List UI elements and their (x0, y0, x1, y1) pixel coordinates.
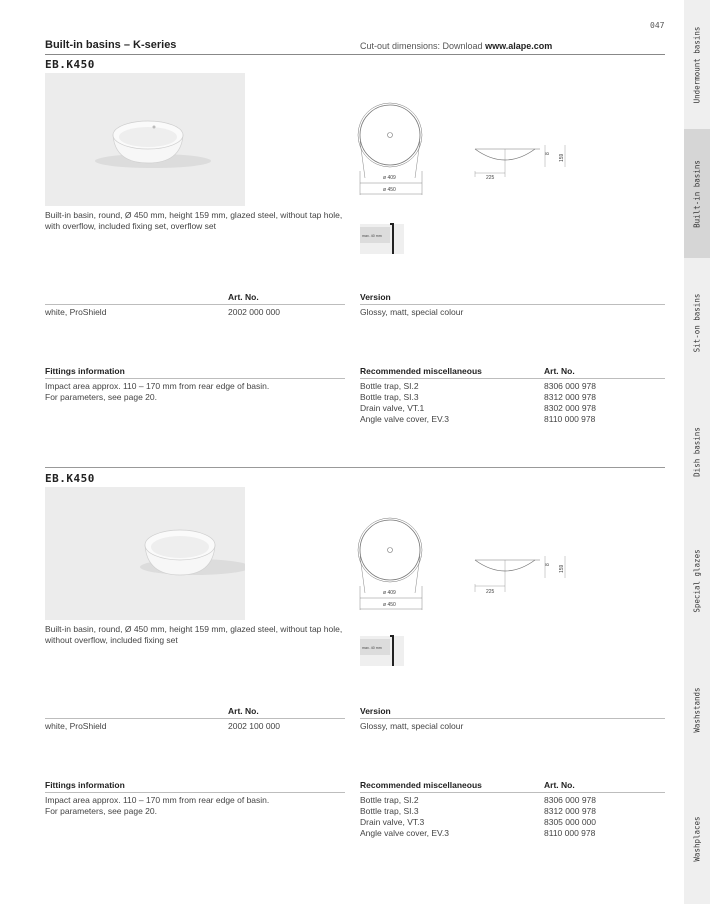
section-divider (45, 467, 665, 468)
width-label: 225 (486, 175, 495, 181)
misc-item-name: Bottle trap, SI.2 (360, 381, 419, 391)
tab-label: Built-in basins (692, 159, 702, 228)
fittings-line: Impact area approx. 110 – 170 mm from rear edge of basin. (45, 381, 270, 391)
product-photo (45, 487, 245, 620)
misc-item-art: 8302 000 978 (544, 403, 596, 413)
misc-item-name: Drain valve, VT.1 (360, 403, 425, 413)
outer-diameter-label: ø 450 (383, 602, 396, 608)
misc-item-art: 8306 000 978 (544, 381, 596, 391)
fittings-line: For parameters, see page 20. (45, 806, 157, 816)
inner-diameter-label: ø 409 (383, 590, 396, 596)
tab-undermount-basins[interactable] (684, 0, 710, 129)
tab-label: Undermount basins (692, 26, 702, 103)
technical-drawing (355, 93, 585, 203)
tab-label: Washstands (692, 686, 702, 733)
misc-item-art: 8306 000 978 (544, 795, 596, 805)
fittings-line: Impact area approx. 110 – 170 mm from rear edge of basin. (45, 795, 270, 805)
fittings-rule (45, 792, 345, 793)
variant-label: white, ProShield (45, 721, 107, 731)
misc-arts (544, 795, 596, 839)
misc-item-art: 8312 000 978 (544, 392, 596, 402)
height-label: 159 (559, 153, 565, 162)
misc-header: Recommended miscellaneous (360, 366, 482, 376)
page-title: Built-in basins – K-series (45, 39, 177, 51)
variant-label: white, ProShield (45, 307, 107, 317)
misc-rule (360, 792, 665, 793)
misc-item-art: 8305 000 000 (544, 817, 596, 827)
tab-sit-on-basins[interactable] (684, 258, 710, 387)
header-rule (45, 54, 665, 55)
tab-label: Sit-on basins (692, 293, 702, 352)
technical-drawing (355, 508, 585, 618)
tab-label: Dish basins (692, 426, 702, 477)
max-depth-diagram (360, 220, 405, 254)
cutout-note (360, 41, 552, 51)
tab-dish-basins[interactable] (684, 387, 710, 516)
misc-rule (360, 378, 665, 379)
fittings-header: Fittings information (45, 780, 125, 790)
version-rule (360, 304, 665, 305)
art-no-value: 2002 000 000 (228, 307, 280, 317)
misc-item-name: Angle valve cover, EV.3 (360, 414, 449, 424)
cutout-link[interactable]: www.alape.com (485, 41, 553, 51)
art-no-value: 2002 100 000 (228, 721, 280, 731)
art-rule (45, 304, 345, 305)
misc-names (360, 381, 449, 425)
width-label: 225 (486, 589, 495, 595)
misc-arts (544, 381, 596, 425)
inner-diameter-label: ø 409 (383, 175, 396, 181)
depth-small-label: 8 (545, 563, 551, 566)
product-code: EB.K450 (45, 58, 95, 71)
misc-names (360, 795, 449, 839)
tab-washplaces[interactable] (684, 774, 710, 904)
cutout-prefix: Cut-out dimensions: Download (360, 41, 483, 51)
max-depth-label: max. 40 mm (362, 234, 382, 238)
version-rule (360, 718, 665, 719)
art-rule (45, 718, 345, 719)
version-value: Glossy, matt, special colour (360, 307, 464, 317)
tab-built-in-basins[interactable] (684, 129, 710, 258)
misc-item-art: 8110 000 978 (544, 414, 596, 424)
product-photo (45, 73, 245, 206)
tab-special-glazes[interactable] (684, 516, 710, 645)
outer-diameter-label: ø 450 (383, 187, 396, 193)
height-label: 159 (559, 564, 565, 573)
misc-item-art: 8110 000 978 (544, 828, 596, 838)
misc-art-header: Art. No. (544, 366, 575, 376)
misc-art-header: Art. No. (544, 780, 575, 790)
misc-item-name: Bottle trap, SI.3 (360, 806, 419, 816)
tab-label: Special glazes (692, 548, 702, 613)
tab-washstands[interactable] (684, 645, 710, 774)
fittings-header: Fittings information (45, 366, 125, 376)
page-number: 047 (650, 21, 665, 30)
version-header: Version (360, 292, 391, 302)
art-no-header: Art. No. (228, 706, 259, 716)
product-code: EB.K450 (45, 472, 95, 485)
basin-photo-graphic (45, 487, 245, 620)
misc-item-name: Angle valve cover, EV.3 (360, 828, 449, 838)
max-depth-diagram (360, 632, 405, 666)
depth-small-label: 8 (545, 152, 551, 155)
art-no-header: Art. No. (228, 292, 259, 302)
misc-item-name: Bottle trap, SI.3 (360, 392, 419, 402)
misc-item-art: 8312 000 978 (544, 806, 596, 816)
product-description: Built-in basin, round, Ø 450 mm, height 159 mm, glazed steel, without tap hole, without overflow, included fixing set (45, 624, 343, 645)
misc-header: Recommended miscellaneous (360, 780, 482, 790)
version-value: Glossy, matt, special colour (360, 721, 464, 731)
version-header: Version (360, 706, 391, 716)
misc-item-name: Drain valve, VT.3 (360, 817, 425, 827)
fittings-line: For parameters, see page 20. (45, 392, 157, 402)
fittings-text (45, 381, 269, 403)
misc-item-name: Bottle trap, SI.2 (360, 795, 419, 805)
fittings-text (45, 795, 269, 817)
tab-label: Washplaces (692, 816, 702, 862)
basin-photo-graphic (45, 73, 245, 206)
fittings-rule (45, 378, 345, 379)
product-description: Built-in basin, round, Ø 450 mm, height 159 mm, glazed steel, without tap hole, with overflow, included fixing set, overflow set (45, 210, 343, 231)
max-depth-label: max. 40 mm (362, 646, 382, 650)
